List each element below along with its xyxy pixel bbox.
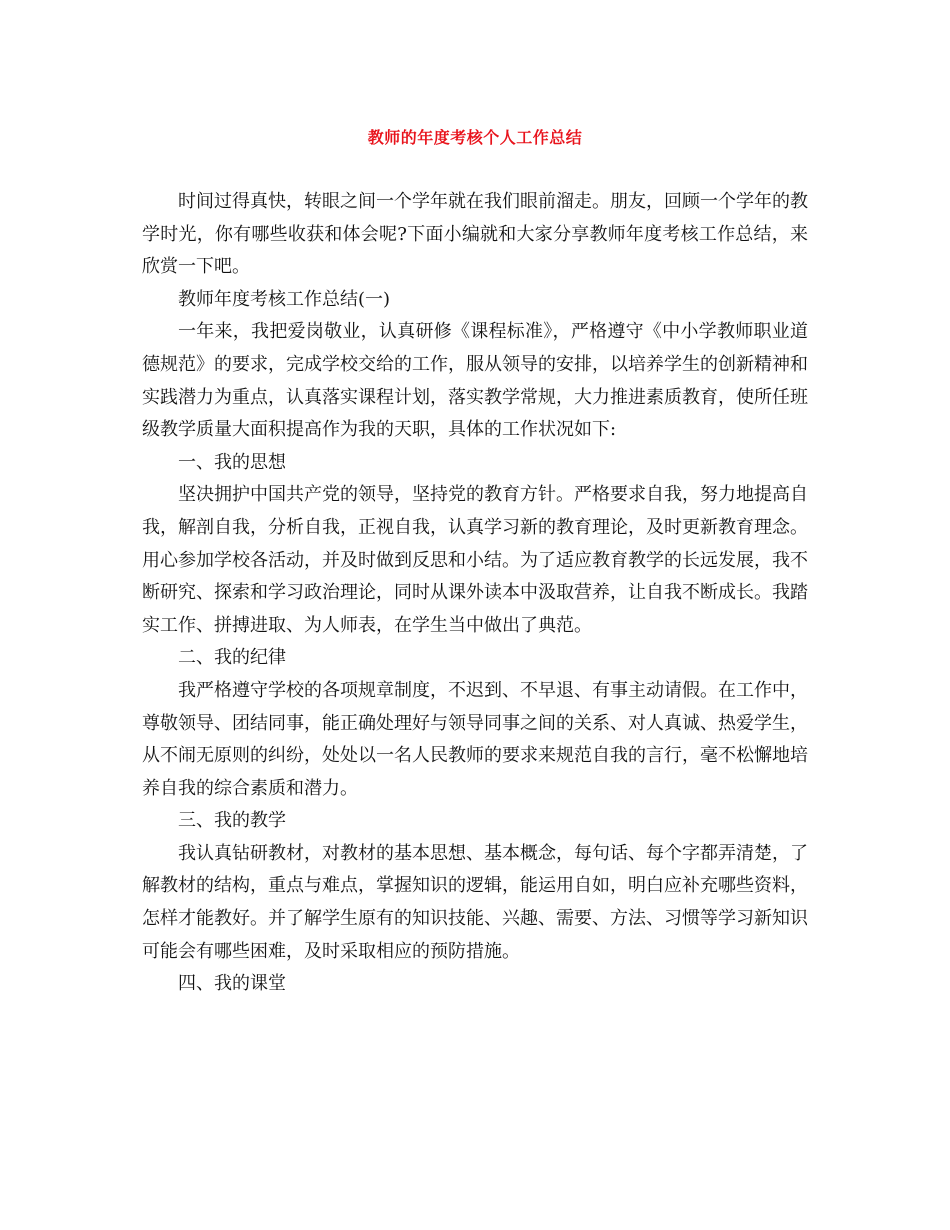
section-heading-summary-one: 教师年度考核工作总结(一) (178, 288, 391, 310)
section-heading-discipline: 二、我的纪律 (178, 647, 286, 669)
overview-paragraph: 一年来，我把爱岗敬业，认真研修《课程标准》，严格遵守《中小学教师职业道德规范》的要求，完成学校交给的工作，服从领导的安排，以培养学生的创新精神和实践潜力为重点，认真落实课程计划，落实教学常规，大力推进素质教育，使所任班级教学质量大面积提高作为我的天职，具体的工作状况如下: (142, 321, 808, 441)
section-heading-teaching: 三、我的教学 (178, 810, 286, 832)
document-body (142, 186, 808, 1001)
section-heading-thought: 一、我的思想 (178, 451, 286, 473)
teaching-paragraph: 我认真钻研教材，对教材的基本思想、基本概念，每句话、每个字都弄清楚，了解教材的结构，重点与难点，掌握知识的逻辑，能运用自如，明白应补充哪些资料，怎样才能教好。并了解学生原有的知识技能、兴趣、需要、方法、习惯等学习新知识可能会有哪些困难，及时采取相应的预防措施。 (142, 842, 808, 962)
section-heading-classroom: 四、我的课堂 (178, 973, 286, 995)
discipline-paragraph: 我严格遵守学校的各项规章制度，不迟到、不早退、有事主动请假。在工作中，尊敬领导、团结同事，能正确处理好与领导同事之间的关系、对人真诚、热爱学生，从不闹无原则的纠纷，处处以一名人民教师的要求来规范自我的言行，毫不松懈地培养自我的综合素质和潜力。 (142, 679, 808, 799)
thought-paragraph: 坚决拥护中国共产党的领导，坚持党的教育方针。严格要求自我，努力地提高自我，解剖自我，分析自我，正视自我，认真学习新的教育理论，及时更新教育理念。用心参加学校各活动，并及时做到反思和小结。为了适应教育教学的长远发展，我不断研究、探索和学习政治理论，同时从课外读本中汲取营养，让自我不断成长。我踏实工作、拼搏进取、为人师表，在学生当中做出了典范。 (142, 484, 808, 636)
intro-paragraph: 时间过得真快，转眼之间一个学年就在我们眼前溜走。朋友，回顾一个学年的教学时光，你有哪些收获和体会呢?下面小编就和大家分享教师年度考核工作总结，来欣赏一下吧。 (142, 191, 808, 278)
document-title: 教师的年度考核个人工作总结 (367, 128, 583, 147)
